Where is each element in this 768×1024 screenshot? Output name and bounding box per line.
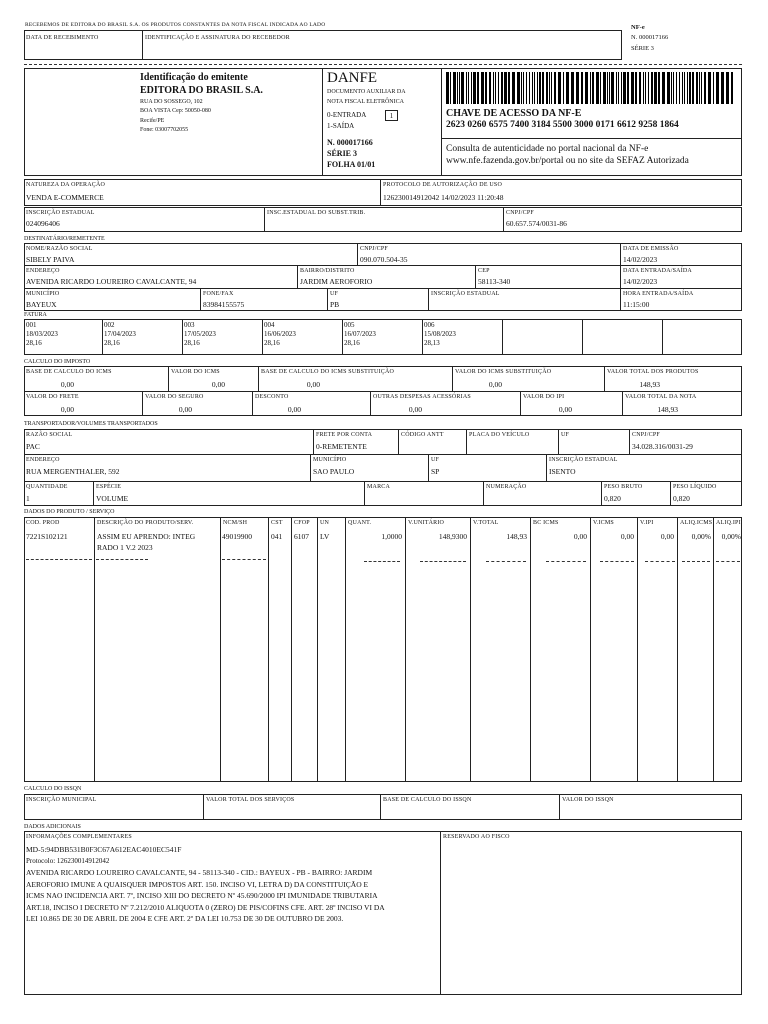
emitente-label: Identificação do emitente: [140, 72, 248, 83]
desconto-label: DESCONTO: [255, 394, 289, 400]
barcode-bar: [623, 72, 626, 104]
barcode-bar: [576, 72, 579, 104]
parcela-data: 16/06/2023: [264, 330, 296, 338]
dest-cep: 58113-340: [478, 277, 511, 286]
barcode-bar: [468, 72, 469, 104]
item-bcicms: 0,00: [573, 532, 587, 541]
barcode-bar: [713, 72, 714, 104]
dest-emissao: 14/02/2023: [623, 255, 658, 264]
transp-frete-label: FRETE POR CONTA: [316, 432, 373, 438]
barcode-bar: [504, 72, 507, 104]
transp-cnpj-label: CNPJ/CPF: [632, 432, 660, 438]
barcode-bar: [616, 72, 617, 104]
base-icms-st-value: 0,00: [306, 380, 320, 389]
emitente-city: BOA VISTA Cep: 50050-080: [140, 108, 211, 114]
imposto-section: CALCULO DO IMPOSTO: [24, 359, 91, 365]
iest-label: INSC.ESTADUAL DO SUBST.TRIB.: [267, 210, 366, 216]
barcode-bar: [521, 72, 522, 104]
danfe-entrada: 0-ENTRADA: [327, 111, 367, 119]
dest-hora-label: HORA ENTRADA/SAÍDA: [623, 291, 694, 297]
canhoto-cut-line: [24, 64, 742, 65]
transp-razao-label: RAZÃO SOCIAL: [26, 432, 73, 438]
dest-municipio-label: MUNICÍPIO: [26, 291, 60, 297]
barcode-bar: [523, 72, 524, 104]
col-cod: COD. PROD: [26, 520, 60, 526]
dest-hora: 11:15:00: [623, 300, 650, 309]
seguro-value: 0,00: [178, 405, 192, 414]
col-vicms: V.ICMS: [593, 520, 614, 526]
barcode-bar: [592, 72, 594, 104]
dest-endereco-label: ENDEREÇO: [26, 268, 60, 274]
danfe-numero: N. 000017166: [327, 138, 373, 147]
barcode-bar: [667, 72, 670, 104]
barcode-bar: [501, 72, 503, 104]
item-quant: 1,0000: [381, 532, 402, 541]
produtos-section: DADOS DO PRODUTO / SERVIÇO: [24, 509, 115, 515]
dest-fone-label: FONE/FAX: [203, 291, 234, 297]
natureza-value: VENDA E-COMMERCE: [26, 193, 104, 202]
barcode-bar: [453, 72, 456, 104]
item-ncm: 49019900: [222, 532, 252, 541]
valor-icms-label: VALOR DO ICMS: [171, 369, 220, 375]
protocolo-label: PROTOCOLO DE AUTORIZAÇÃO DE USO: [383, 182, 502, 188]
danfe-sub1: DOCUMENTO AUXILIAR DA: [327, 89, 406, 95]
barcode-bar: [726, 72, 729, 104]
barcode-bar: [529, 72, 530, 104]
barcode-bar: [534, 72, 535, 104]
barcode-bar: [716, 72, 719, 104]
transp-municipio-label: MUNICÍPIO: [313, 457, 347, 463]
chave-label: CHAVE DE ACESSO DA NF-E: [446, 108, 582, 119]
barcode-bar: [471, 72, 472, 104]
danfe-sub2: NOTA FISCAL ELETRÔNICA: [327, 99, 404, 105]
issqn-servicos-label: VALOR TOTAL DOS SERVIÇOS: [206, 797, 295, 803]
barcode-bar: [600, 72, 601, 104]
transp-qtd: 1: [26, 494, 30, 503]
canhoto-nfe-serie: SÉRIE 3: [631, 45, 654, 52]
info-text: AVENIDA RICARDO LOUREIRO CAVALCANTE, 94 - 58113-340 - CID.: BAYEUX - PB - BAIRRO: JARDIM AEROFORIO IMUNE A QUAISQUER IMPOSTOS ART. 150. INCISO VI, LETRA D) DA CONSTITUIÇÃO E ICMS NAO INCIDENCIA ART. 7º, INCISO XIII DO DECRETO Nº 45.690/2000 IPI IMUNIDADE TRIBUTARIA ART.18, INCISO I DECRETO Nº 7.212/2010 ALIQUOTA 0 (ZERO) DE PIS/COFINS CFE. ART. 28º INCISO VI DA LEI 10.865 DE 30 DE ABRIL DE 2004 E CFE ART. 2º DA LEI 10.753 DE 30 DE OUTUBRO DE 2003.: [26, 868, 385, 923]
col-un: UN: [320, 520, 330, 526]
inscricao-box: [24, 207, 742, 232]
barcode-bar: [692, 72, 694, 104]
barcode-bar: [446, 72, 449, 104]
barcode-bar: [495, 72, 496, 104]
parcela-valor: 28,16: [104, 339, 120, 347]
barcode-bar: [590, 72, 591, 104]
parcela-valor: 28,16: [344, 339, 360, 347]
barcode-bar: [563, 72, 564, 104]
barcode-bar: [554, 72, 556, 104]
frete-value: 0,00: [60, 405, 74, 414]
ie-label: INSCRIÇÃO ESTADUAL: [26, 210, 95, 216]
dest-endereco: AVENIDA RICARDO LOUREIRO CAVALCANTE, 94: [26, 277, 197, 286]
danfe-saida: 1-SAÍDA: [327, 122, 355, 130]
transp-frete: 0-REMETENTE: [316, 442, 367, 451]
emitente-street: RUA DO SOSSEGO, 102: [140, 99, 203, 105]
item-un: LV: [320, 532, 330, 541]
ipi-label: VALOR DO IPI: [523, 394, 565, 400]
barcode-bar: [731, 72, 733, 104]
barcode-bar: [658, 72, 660, 104]
barcode-bar: [517, 72, 520, 104]
barcode-bar: [611, 72, 614, 104]
item-cod: 7221S102121: [26, 532, 68, 541]
consulta-line2: www.nfe.fazenda.gov.br/portal ou no site da SEFAZ Autorizada: [446, 156, 689, 166]
barcode-bar: [696, 72, 698, 104]
chave-value: 2623 0260 6575 7400 3184 5500 3000 0171 6612 9258 1864: [446, 120, 679, 130]
col-vipi: V.IPI: [640, 520, 654, 526]
barcode-bar: [651, 72, 653, 104]
transp-qtd-label: QUANTIDADE: [26, 484, 68, 490]
parcela-num: 002: [104, 321, 115, 329]
natureza-label: NATUREZA DA OPERAÇÃO: [26, 182, 106, 188]
barcode-bar: [603, 72, 606, 104]
barcode-bar: [682, 72, 683, 104]
total-produtos-value: 148,93: [639, 380, 660, 389]
danfe-title: DANFE: [327, 70, 378, 86]
col-cfop: CFOP: [294, 520, 310, 526]
barcode-bar: [542, 72, 544, 104]
parcela-num: 003: [184, 321, 195, 329]
col-descricao: DESCRIÇÃO DO PRODUTO/SERV.: [97, 520, 194, 526]
produtos-table: [24, 517, 742, 782]
item-vunit: 148,9300: [438, 532, 467, 541]
dest-entrada: 14/02/2023: [623, 277, 658, 286]
danfe-folha: FOLHA 01/01: [327, 160, 376, 169]
parcela-valor: 28,13: [424, 339, 440, 347]
canhoto-box: [24, 30, 622, 60]
parcela-data: 15/08/2023: [424, 330, 456, 338]
barcode-bar: [477, 72, 479, 104]
parcela-data: 18/03/2023: [26, 330, 58, 338]
reservado-fisco-label: RESERVADO AO FISCO: [443, 834, 510, 840]
transp-ie-label: INSCRIÇÃO ESTADUAL: [549, 457, 618, 463]
barcode-bar: [571, 72, 574, 104]
item-desc2: RADO 1 V.2 2023: [97, 543, 153, 552]
emitente-name: EDITORA DO BRASIL S.A.: [140, 85, 263, 96]
barcode-bar: [607, 72, 608, 104]
barcode-bar: [461, 72, 464, 104]
parcela-valor: 28,16: [184, 339, 200, 347]
data-recebimento-label: DATA DE RECEBIMENTO: [26, 35, 99, 41]
col-bcicms: BC ICMS: [533, 520, 559, 526]
dest-bairro-label: BAIRRO/DISTRITO: [300, 268, 355, 274]
barcode-bar: [585, 72, 588, 104]
transp-bruto: 0,820: [604, 494, 621, 503]
barcode-bar: [551, 72, 552, 104]
barcode-bar: [498, 72, 499, 104]
col-vtotal: V.TOTAL: [473, 520, 499, 526]
info-protocolo: Protocolo: 126230014912042: [26, 857, 110, 865]
ie-value: 024096406: [26, 219, 60, 228]
transp-especie: VOLUME: [96, 494, 129, 503]
parcela-valor: 28,16: [26, 339, 42, 347]
dest-uf: PB: [330, 300, 340, 309]
barcode-bar: [618, 72, 619, 104]
transp-numeracao-label: NUMERAÇÃO: [486, 484, 527, 490]
dest-cnpj: 090.070.504-35: [360, 255, 408, 264]
access-key-barcode: [446, 72, 736, 104]
parcela-valor: 28,16: [264, 339, 280, 347]
parcela-num: 006: [424, 321, 435, 329]
barcode-bar: [687, 72, 688, 104]
barcode-bar: [508, 72, 510, 104]
barcode-bar: [631, 72, 634, 104]
transportador-section: TRANSPORTADOR/VOLUMES TRANSPORTADOS: [24, 421, 158, 427]
col-quant: QUANT.: [348, 520, 372, 526]
transp-uf2-label: UF: [431, 457, 440, 463]
protocolo-value: 126230014912042 14/02/2023 11:20:48: [383, 193, 504, 202]
barcode-bar: [450, 72, 451, 104]
dest-uf-label: UF: [330, 291, 339, 297]
frete-label: VALOR DO FRETE: [26, 394, 79, 400]
transp-endereco-label: ENDEREÇO: [26, 457, 60, 463]
barcode-bar: [708, 72, 711, 104]
barcode-bar: [654, 72, 657, 104]
dest-nome-label: NOME/RAZÃO SOCIAL: [26, 246, 93, 252]
barcode-bar: [596, 72, 599, 104]
transp-ie: ISENTO: [549, 467, 576, 476]
barcode-bar: [662, 72, 665, 104]
barcode-bar: [721, 72, 724, 104]
canhoto-text: RECEBEMOS DE EDITORA DO BRASIL S.A. OS PRODUTOS CONSTANTES DA NOTA FISCAL INDICADA AO LADO: [25, 22, 326, 28]
barcode-bar: [489, 72, 491, 104]
cnpj-label: CNPJ/CPF: [506, 210, 534, 216]
barcode-bar: [473, 72, 476, 104]
dest-bairro: JARDIM AEROFORIO: [300, 277, 373, 286]
seguro-label: VALOR DO SEGURO: [145, 394, 204, 400]
barcode-bar: [558, 72, 561, 104]
barcode-bar: [466, 72, 467, 104]
issqn-im-label: INSCRIÇÃO MUNICIPAL: [26, 797, 97, 803]
ipi-value: 0,00: [558, 405, 572, 414]
barcode-bar: [546, 72, 548, 104]
transp-uf2: SP: [431, 467, 440, 476]
canhoto-nfe-number: N. 000017166: [631, 34, 669, 41]
item-vicms: 0,00: [620, 532, 634, 541]
consulta-line1: Consulta de autenticidade no portal nacional da NF-e: [446, 144, 649, 154]
transp-liquido-label: PESO LÍQUIDO: [673, 484, 717, 490]
danfe-tipo-box: 1: [385, 110, 398, 121]
barcode-bar: [537, 72, 538, 104]
barcode-bar: [526, 72, 527, 104]
barcode-bar: [549, 72, 550, 104]
dest-cep-label: CEP: [478, 268, 490, 274]
valor-icms-st-value: 0,00: [488, 380, 502, 389]
barcode-bar: [512, 72, 515, 104]
barcode-bar: [481, 72, 484, 104]
transp-marca-label: MARCA: [367, 484, 391, 490]
transp-endereco: RUA MERGENTHALER, 592: [26, 467, 120, 476]
base-icms-value: 0,00: [60, 380, 74, 389]
barcode-bar: [645, 72, 646, 104]
barcode-bar: [676, 72, 677, 104]
total-nota-value: 148,93: [657, 405, 678, 414]
valor-icms-value: 0,00: [211, 380, 225, 389]
dest-fone: 83984155575: [203, 300, 245, 309]
transp-placa-label: PLACA DO VEÍCULO: [469, 432, 530, 438]
col-vunit: V.UNITÁRIO: [408, 520, 445, 526]
barcode-bar: [639, 72, 641, 104]
transp-especie-label: ESPÉCIE: [96, 484, 122, 490]
dest-cnpj-label: CNPJ/CPF: [360, 246, 388, 252]
parcela-num: 005: [344, 321, 355, 329]
base-icms-label: BASE DE CALCULO DO ICMS: [26, 369, 112, 375]
barcode-bar: [609, 72, 610, 104]
item-cst: 041: [271, 532, 283, 541]
parcela-num: 004: [264, 321, 275, 329]
transp-uf-label: UF: [561, 432, 570, 438]
barcode-bar: [539, 72, 541, 104]
col-aliqicms: ALIQ.ICMS: [680, 520, 713, 526]
dest-entrada-label: DATA ENTRADA/SAÍDA: [623, 268, 692, 274]
barcode-bar: [635, 72, 637, 104]
item-vtotal: 148,93: [506, 532, 527, 541]
total-produtos-label: VALOR TOTAL DOS PRODUTOS: [607, 369, 699, 375]
identificacao-recebedor-label: IDENTIFICAÇÃO E ASSINATURA DO RECEBEDOR: [145, 35, 290, 41]
valor-icms-st-label: VALOR DO ICMS SUBSTITUIÇÃO: [455, 369, 552, 375]
transp-municipio: SAO PAULO: [313, 467, 355, 476]
item-vipi: 0,00: [660, 532, 674, 541]
item-desc1: ASSIM EU APRENDO: INTEG: [97, 532, 196, 541]
barcode-bar: [648, 72, 649, 104]
transp-antt-label: CÓDIGO ANTT: [401, 432, 444, 438]
barcode-bar: [684, 72, 685, 104]
dest-ie-label: INSCRIÇÃO ESTADUAL: [431, 291, 500, 297]
parcela-data: 16/07/2023: [344, 330, 376, 338]
dest-emissao-label: DATA DE EMISSÃO: [623, 246, 679, 252]
barcode-bar: [581, 72, 583, 104]
transp-razao: PAC: [26, 442, 40, 451]
desconto-value: 0,00: [287, 405, 301, 414]
outras-despesas-value: 0,00: [408, 405, 422, 414]
base-icms-st-label: BASE DE CALCULO DO ICMS SUBSTITUIÇÃO: [261, 369, 395, 375]
barcode-bar: [493, 72, 494, 104]
emitente-state: Recife/PE: [140, 118, 165, 124]
col-aliqipi: ALIQ.IPI: [716, 520, 741, 526]
transp-liquido: 0,820: [673, 494, 690, 503]
item-cfop: 6107: [294, 532, 309, 541]
col-cst: CST: [271, 520, 283, 526]
total-nota-label: VALOR TOTAL DA NOTA: [625, 394, 697, 400]
dest-municipio: BAYEUX: [26, 300, 57, 309]
barcode-bar: [485, 72, 487, 104]
fatura-section: FATURA: [24, 312, 47, 318]
barcode-bar: [699, 72, 700, 104]
parcela-data: 17/04/2023: [104, 330, 136, 338]
dest-nome: SIBELY PAIVA: [26, 255, 75, 264]
item-aliqicms: 0,00%: [691, 532, 711, 541]
col-ncm: NCM/SH: [223, 520, 248, 526]
cnpj-value: 60.657.574/0031-86: [506, 219, 567, 228]
outras-despesas-label: OUTRAS DESPESAS ACESSÓRIAS: [373, 394, 471, 400]
barcode-bar: [457, 72, 458, 104]
emitente-phone: Fone: 03007702055: [140, 127, 189, 133]
barcode-bar: [689, 72, 691, 104]
barcode-bar: [566, 72, 569, 104]
issqn-valor-label: VALOR DO ISSQN: [562, 797, 614, 803]
barcode-bar: [621, 72, 622, 104]
barcode-bar: [701, 72, 702, 104]
barcode-bar: [704, 72, 706, 104]
issqn-base-label: BASE DE CALCULO DO ISSQN: [383, 797, 472, 803]
transportador-box: [24, 429, 742, 506]
issqn-section: CALCULO DO ISSQN: [24, 786, 82, 792]
adicionais-section: DADOS ADICIONAIS: [24, 824, 81, 830]
info-complementares-label: INFORMAÇÕES COMPLEMENTARES: [26, 834, 132, 840]
info-md5: MD-5:94DBB531B0F3C67A612EAC4010EC541F: [26, 845, 182, 854]
barcode-bar: [627, 72, 629, 104]
destinatario-section: DESTINATÁRIO/REMETENTE: [24, 236, 105, 242]
barcode-bar: [459, 72, 460, 104]
barcode-bar: [671, 72, 672, 104]
parcela-data: 17/05/2023: [184, 330, 216, 338]
barcode-bar: [643, 72, 644, 104]
barcode-bar: [532, 72, 533, 104]
danfe-serie: SÉRIE 3: [327, 149, 358, 158]
canhoto-nfe-label: NF-e: [631, 24, 645, 31]
barcode-bar: [679, 72, 680, 104]
item-aliqipi: 0,00%: [721, 532, 741, 541]
barcode-bar: [673, 72, 674, 104]
parcela-num: 001: [26, 321, 37, 329]
transp-bruto-label: PESO BRUTO: [604, 484, 643, 490]
transp-cnpj: 34.028.316/0031-29: [632, 442, 693, 451]
